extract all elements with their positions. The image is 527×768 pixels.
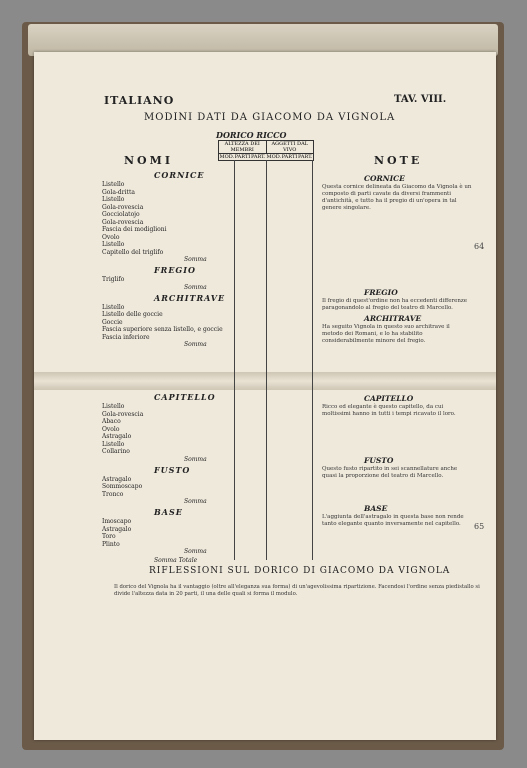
- molding-row: Fascia dei modiglioni: [102, 226, 167, 233]
- mod-header-2: MOD.: [266, 154, 282, 160]
- molding-row: Abaco: [102, 418, 121, 425]
- molding-row: Gocciolatojo: [102, 211, 140, 218]
- part-header: PART.: [250, 154, 266, 160]
- column-nomi: NOMI: [124, 154, 173, 167]
- parti-header: PARTI: [234, 154, 251, 160]
- note-heading: BASE: [364, 504, 388, 513]
- molding-row: Collarino: [102, 448, 130, 455]
- molding-row: Astragalo: [102, 475, 132, 483]
- molding-row: Capitello del triglifo: [102, 248, 164, 256]
- measure-header: [218, 140, 314, 161]
- section-heading: CORNICE: [154, 170, 205, 180]
- page-number-top: 64: [474, 242, 485, 251]
- sum-row: Somma: [184, 283, 207, 291]
- sum-row: Somma: [184, 498, 207, 505]
- molding-row: Tronco: [102, 490, 124, 498]
- note-text: Ha seguito Vignola in questo suo architrave il metodo dei Romani, e lo ha stabilito considerabilmente minore del fregio.: [322, 324, 450, 344]
- molding-row: Listello: [102, 440, 125, 448]
- column-note: NOTE: [374, 154, 423, 167]
- table-rule: [312, 160, 313, 560]
- molding-row: Gola-rovescia: [102, 410, 144, 418]
- sum-row: Somma: [184, 341, 207, 348]
- page-title: MODINI DATI DA GIACOMO DA VIGNOLA: [144, 112, 396, 123]
- molding-row: Triglifo: [102, 276, 125, 283]
- molding-row: Listello: [102, 303, 125, 311]
- note-heading: ARCHITRAVE: [364, 314, 422, 323]
- molding-row: Ovolo: [102, 233, 120, 241]
- molding-row: Listello: [102, 403, 125, 410]
- document-page: [34, 52, 496, 740]
- sum-row: Somma: [184, 455, 207, 463]
- language-header: ITALIANO: [104, 94, 175, 107]
- note-text: Questa cornice delineata da Giacomo da Vignola è un composto di parti cavate da diversi frammenti d'antichità, e tutto ha il pregio di un'opera in tal genere singolare.: [322, 184, 472, 211]
- note-text: Il fregio di quest'ordine non ha eccedenti differenze paragonandolo al fregio del teatro di Marcello.: [322, 298, 468, 311]
- part-header-2: PART.: [298, 154, 313, 160]
- note-heading: CAPITELLO: [364, 394, 414, 403]
- page-fold: [34, 372, 496, 390]
- molding-row: Plinto: [102, 540, 120, 548]
- parti-header-2: PARTI: [281, 154, 298, 160]
- molding-row: Listello: [102, 196, 125, 203]
- reflections-title: RIFLESSIONI SUL DORICO DI GIACOMO DA VIGNOLA: [149, 566, 451, 576]
- sum-row: Somma: [184, 548, 207, 555]
- note-heading: CORNICE: [364, 174, 405, 183]
- molding-row: Gola-rovescia: [102, 218, 144, 226]
- page-number-bottom: 65: [474, 522, 485, 531]
- section-heading: FREGIO: [154, 265, 196, 275]
- note-text: Questo fusto ripartito in sei scannellature anche quasi la proporzione del teatro di Marcello.: [322, 466, 458, 479]
- section-heading: FUSTO: [154, 464, 191, 475]
- molding-row: Listello delle goccie: [102, 311, 163, 318]
- molding-row: Toro: [102, 533, 116, 540]
- molding-row: Listello: [102, 181, 125, 188]
- note-text: L'aggiunta dell'astragalo in questa base non rende tanto elegante quanto inversamente nel capitello.: [322, 514, 464, 527]
- molding-row: Astragalo: [102, 433, 132, 440]
- table-rule: [234, 160, 235, 560]
- molding-row: Imoscapo: [102, 518, 132, 525]
- note-heading: FUSTO: [364, 456, 394, 465]
- section-heading: BASE: [154, 507, 183, 517]
- molding-row: Gola-dritta: [102, 188, 135, 196]
- plate-number: TAV. VIII.: [394, 94, 447, 105]
- aggetti-header: AGGETTI DAL VIVO: [271, 141, 309, 153]
- molding-row: Astragalo: [102, 525, 132, 533]
- order-subtitle: DORICO RICCO: [216, 130, 287, 140]
- section-heading: CAPITELLO: [154, 392, 216, 402]
- table-rule: [266, 160, 267, 560]
- altezza-header: ALTEZZA DEI MEMBRI: [219, 141, 267, 153]
- reflections-text: Il dorico del Vignola ha il vantaggio (oltre all'eleganza sua forma) di un'agevolissima ripartizione. Facendosi l'ordine senza piedistallo si divide l'altezza data in 20 parti, il una delle quali si forma il modulo.: [114, 584, 480, 597]
- mod-header: MOD.: [219, 154, 235, 160]
- total-row: Somma Totale: [154, 557, 198, 564]
- note-text: Ricco ed elegante è questo capitello, da cui moltissimi hanno in tutti i tempi ricavato il loro.: [322, 404, 456, 417]
- note-heading: FREGIO: [364, 288, 398, 297]
- molding-row: Gola-rovescia: [102, 203, 144, 211]
- molding-row: Fascia superiore senza listello, e goccie: [102, 326, 223, 333]
- section-heading: ARCHITRAVE: [154, 292, 226, 303]
- sum-row: Somma: [184, 256, 207, 263]
- molding-row: Fascia inferiore: [102, 333, 150, 341]
- molding-row: Ovolo: [102, 425, 120, 433]
- molding-row: Goccie: [102, 318, 123, 326]
- molding-row: Sommoscapo: [102, 483, 143, 490]
- molding-row: Listello: [102, 241, 125, 248]
